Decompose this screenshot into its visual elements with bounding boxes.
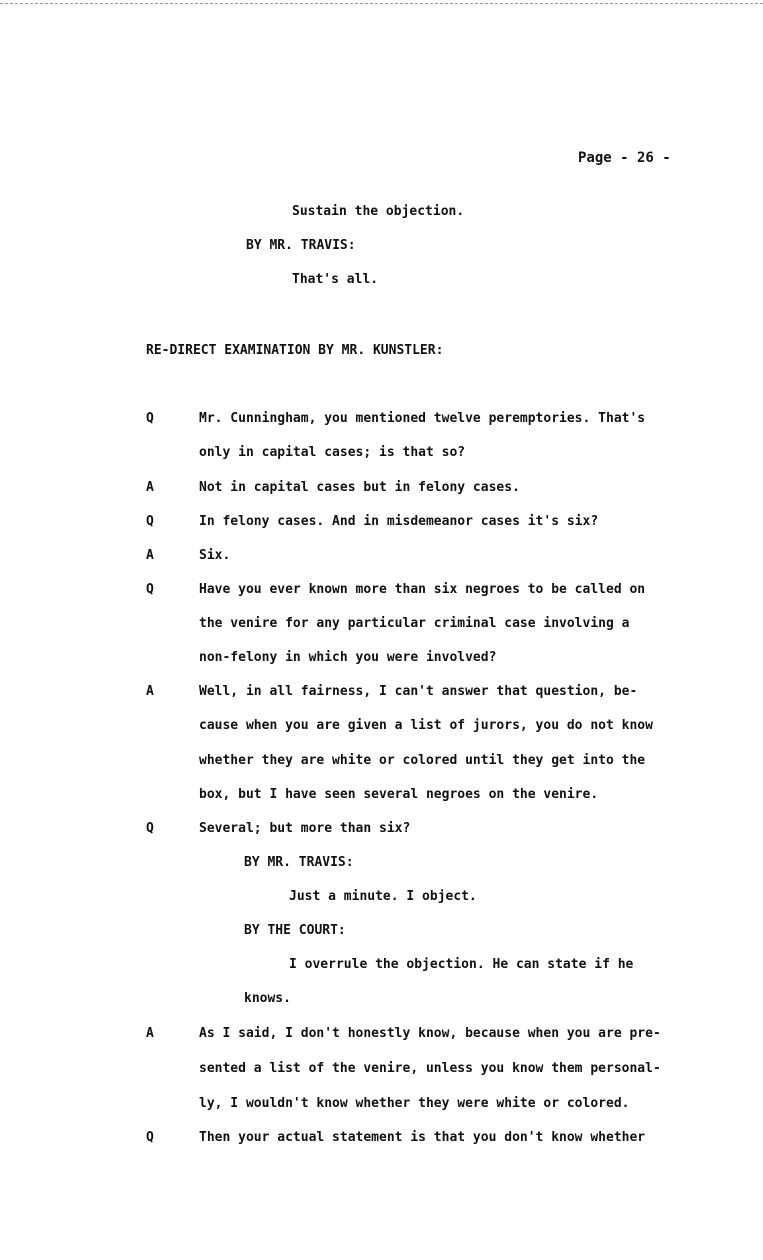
- testimony-line: Well, in all fairness, I can't answer that question, be-: [199, 684, 638, 699]
- testimony-line: Six.: [199, 548, 231, 563]
- testimony-line: Not in capital cases but in felony cases.: [199, 480, 520, 495]
- question-label: Q: [146, 821, 154, 836]
- speaker-heading: BY MR. TRAVIS:: [244, 855, 354, 870]
- testimony-line: In felony cases. And in misdemeanor cases it's six?: [199, 514, 599, 529]
- testimony-line: non-felony in which you were involved?: [199, 650, 497, 665]
- top-border: [0, 3, 763, 4]
- question-label: Q: [146, 1130, 154, 1145]
- testimony-line: Several; but more than six?: [199, 821, 411, 836]
- question-label: Q: [146, 411, 154, 426]
- testimony-line: ly, I wouldn't know whether they were white or colored.: [199, 1096, 630, 1111]
- testimony-line: Then your actual statement is that you don't know whether: [199, 1130, 646, 1145]
- speaker-heading: BY THE COURT:: [244, 923, 346, 938]
- objection-line: Just a minute. I object.: [289, 889, 477, 904]
- answer-label: A: [146, 548, 154, 563]
- testimony-line: sented a list of the venire, unless you know them personal-: [199, 1061, 661, 1076]
- answer-label: A: [146, 684, 154, 699]
- court-ruling: Sustain the objection.: [292, 204, 465, 219]
- testimony-line: only in capital cases; is that so?: [199, 445, 466, 460]
- question-label: Q: [146, 514, 154, 529]
- section-heading: RE-DIRECT EXAMINATION BY MR. KUNSTLER:: [146, 343, 444, 358]
- answer-label: A: [146, 480, 154, 495]
- testimony-line: box, but I have seen several negroes on the venire.: [199, 787, 599, 802]
- court-ruling: knows.: [244, 991, 291, 1006]
- testimony-line: the venire for any particular criminal case involving a: [199, 616, 630, 631]
- statement-line: That's all.: [292, 272, 379, 287]
- testimony-line: Mr. Cunningham, you mentioned twelve peremptories. That's: [199, 411, 646, 426]
- court-ruling: I overrule the objection. He can state if he: [289, 957, 634, 972]
- testimony-line: Have you ever known more than six negroes to be called on: [199, 582, 646, 597]
- question-label: Q: [146, 582, 154, 597]
- testimony-line: As I said, I don't honestly know, because when you are pre-: [199, 1026, 661, 1041]
- speaker-heading: BY MR. TRAVIS:: [246, 238, 356, 253]
- answer-label: A: [146, 1026, 154, 1041]
- testimony-line: cause when you are given a list of jurors, you do not know: [199, 718, 653, 733]
- testimony-line: whether they are white or colored until they get into the: [199, 753, 646, 768]
- page-number: Page - 26 -: [578, 150, 671, 166]
